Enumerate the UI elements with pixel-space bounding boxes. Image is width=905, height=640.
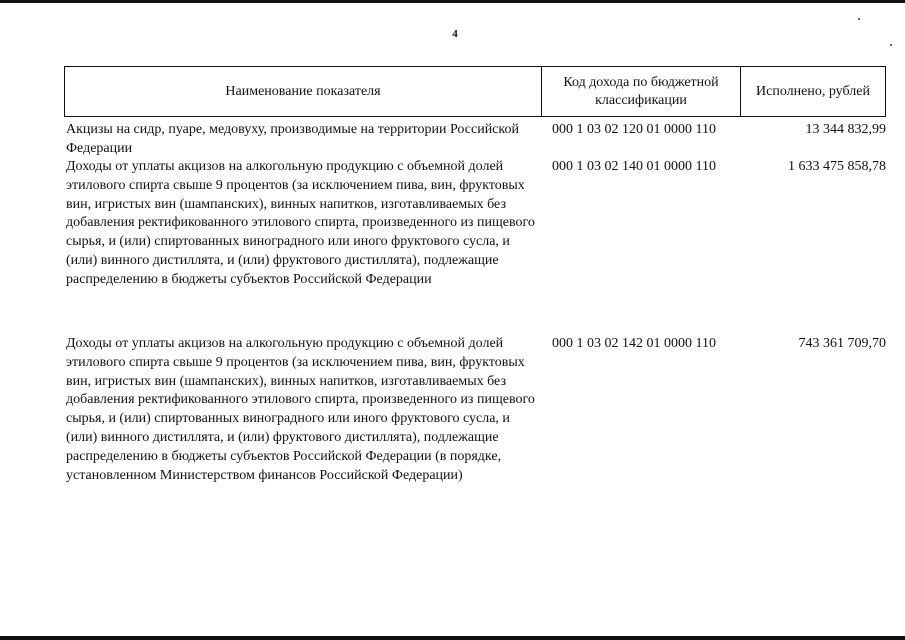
row-name: Доходы от уплаты акцизов на алкогольную продукцию с объемной долей этилового спирта свыше 9 процентов (за исключением пива, вин, фруктовых вин, игристых вин (шампанских), винных напитков, изготавливаемых без добавления ректификованного этилового спирта, произведенного из пищевого сырья, и (или) спиртованных виноградного или иного фруктового сусла, и (или) винного дистиллята, и (или) фруктового дистиллята), подлежащие распределению в бюджеты субъектов Российской Федерации (в порядке, установленном Министерством финансов Российской Федерации) — [66, 336, 535, 483]
row-amount: 1 633 475 858,78 — [788, 159, 886, 174]
row-code: 000 1 03 02 142 01 0000 110 — [552, 336, 716, 351]
row-name: Доходы от уплаты акцизов на алкогольную продукцию с объемной долей этилового спирта свыше 9 процентов (за исключением пива, вин, фруктовых вин, игристых вин (шампанских), винных напитков, изготавливаемых без добавления ректификованного этилового спирта, произведенного из пищевого сырья, и (или) спиртованных виноградного или иного фруктового сусла, и (или) винного дистиллята, и (или) фруктового дистиллята), подлежащие распределению в бюджеты субъектов Российской Федерации — [66, 159, 535, 287]
scan-artifact — [858, 18, 860, 20]
row-amount: 13 344 832,99 — [805, 122, 886, 137]
scan-artifact — [890, 44, 892, 46]
bottom-scan-border — [0, 636, 905, 640]
row-name: Акцизы на сидр, пуаре, медовуху, производимые на территории Российской Федерации — [66, 122, 519, 156]
header-code: Код дохода по бюджетной классификации — [563, 74, 719, 108]
top-scan-border — [0, 0, 905, 3]
page-number: 4 — [452, 28, 458, 40]
row-amount: 743 361 709,70 — [798, 336, 886, 351]
header-name: Наименование показателя — [225, 83, 381, 99]
row-code: 000 1 03 02 140 01 0000 110 — [552, 159, 716, 174]
table-header — [64, 66, 886, 117]
row-code: 000 1 03 02 120 01 0000 110 — [552, 122, 716, 137]
header-amount: Исполнено, рублей — [756, 83, 870, 99]
